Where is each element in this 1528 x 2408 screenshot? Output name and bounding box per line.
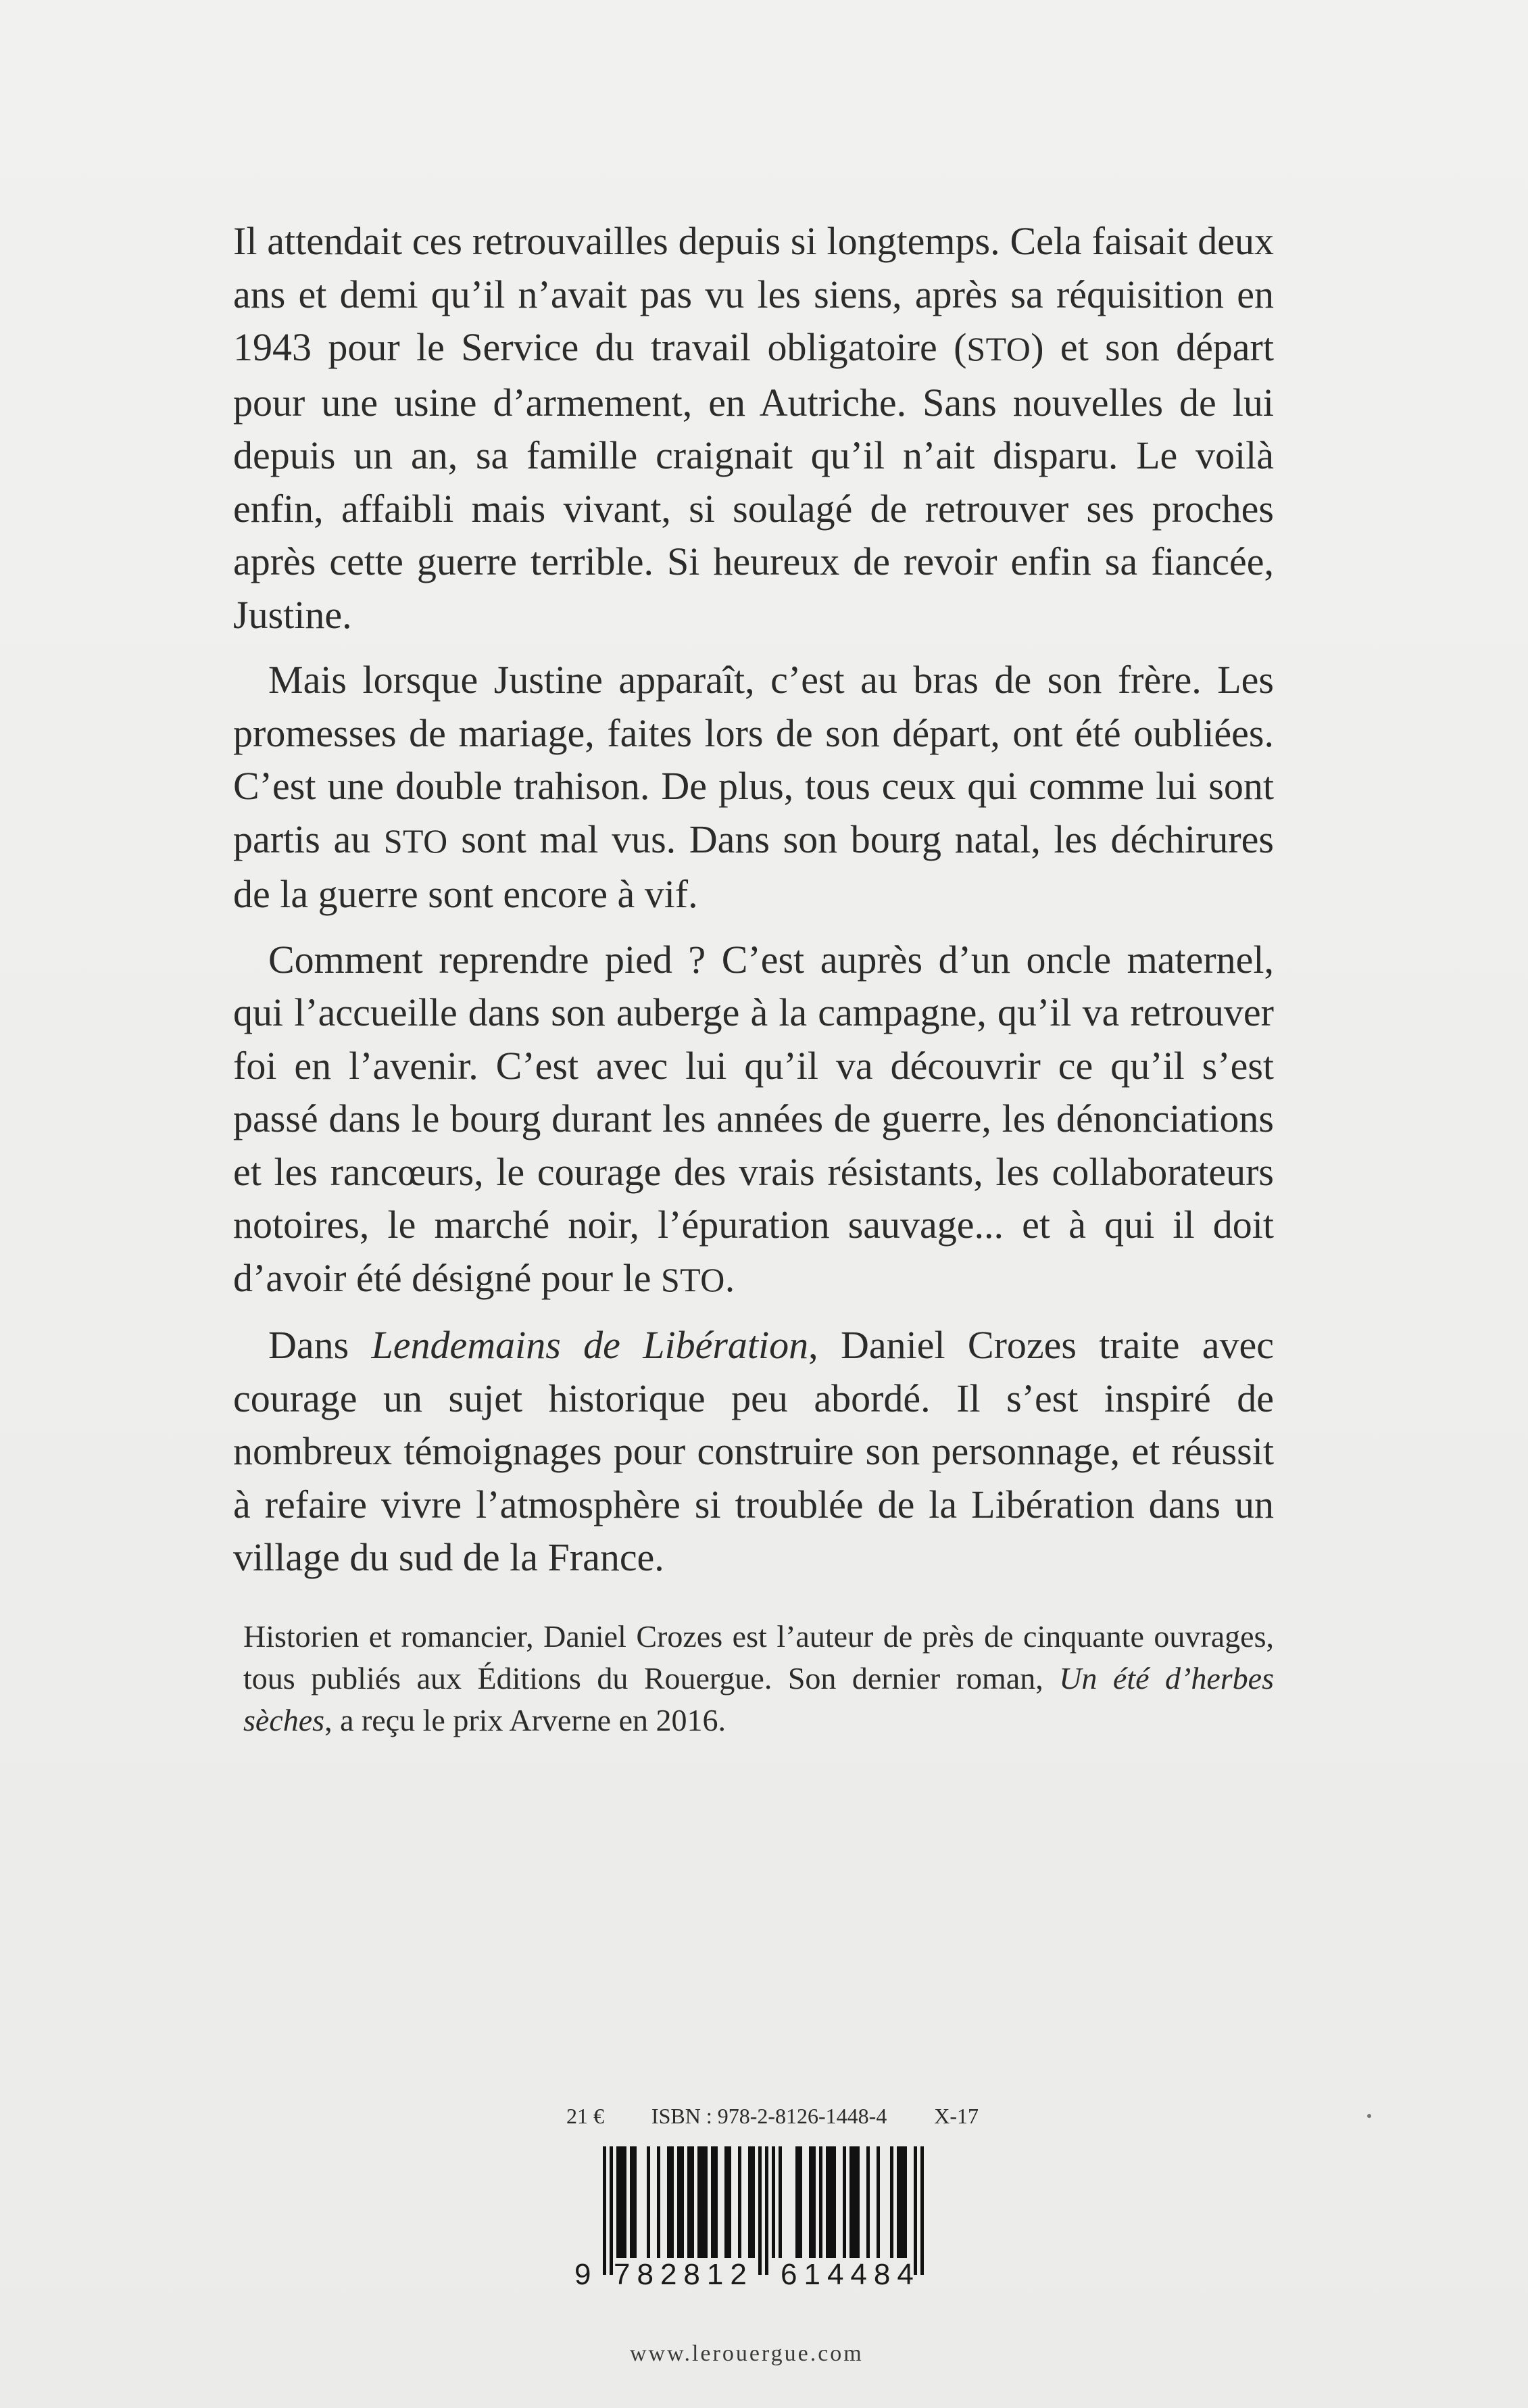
author-bio-paragraph <box>243 1616 1274 1741</box>
barcode-bar <box>866 2146 870 2258</box>
barcode-bar <box>667 2146 670 2258</box>
blurb-text <box>233 215 1274 1585</box>
barcode-bar <box>914 2146 917 2275</box>
barcode-group-2: 614484 <box>781 2258 920 2291</box>
barcode-bar <box>890 2146 893 2258</box>
barcode-bar <box>670 2146 674 2258</box>
barcode-bar <box>765 2146 768 2275</box>
catalog-code: X-17 <box>934 2104 979 2128</box>
barcode-bar <box>819 2146 822 2258</box>
barcode-bar <box>657 2146 660 2258</box>
barcode-bar <box>681 2146 684 2258</box>
book-title: Lendemains de Libération <box>371 1323 809 1367</box>
barcode-bar <box>633 2146 637 2258</box>
blurb-paragraph-1: Il attendait ces retrouvailles depuis si longtemps. Cela faisait deux ans et demi qu’il n’avait pas vu les siens, après sa réquisition en 1943 pour le Service du travail obligatoire (STO) et son départ pour une usine d’armement, en Autriche. Sans nouvelles de lui depuis un an, sa famille craignait qu’il n’ait disparu. Le voilà enfin, affaibli mais vivant, si soulagé de retrouver ses proches après cette guerre terrible. Si heureux de revoir enfin sa fiancée, Justine. <box>233 219 1274 637</box>
barcode-bar <box>610 2146 613 2275</box>
blurb-paragraph-2: Mais lorsque Justine apparaît, c’est au bras de son frère. Les promesses de mariage, faites lors de son départ, ont été oubliées. C’est une double trahison. De plus, tous ceux qui comme lui sont partis au STO sont mal vus. Dans son bourg natal, les déchirures de la guerre sont encore à vif. <box>233 658 1274 916</box>
price-isbn-line <box>566 2104 979 2129</box>
barcode-bar <box>833 2146 836 2258</box>
barcode-bar <box>623 2146 626 2258</box>
barcode-bar <box>758 2146 762 2275</box>
barcode-bar <box>691 2146 694 2258</box>
barcode-bar <box>728 2146 731 2258</box>
bio-rest: , a reçu le prix Arverne en 2016. <box>324 1703 726 1737</box>
blurb-paragraph-3: Comment reprendre pied ? C’est auprès d’un oncle maternel, qui l’accueille dans son auberge à la campagne, qu’il va retrouver foi en l’avenir. C’est avec lui qu’il va découvrir ce qu’il s’est passé dans le bourg durant les années de guerre, les dénonciations et les rancœurs, le courage des vrais résistants, les collaborateurs notoires, le marché noir, l’épuration sauvage... et à qui il doit d’avoir été désigné pour le STO. <box>233 937 1274 1300</box>
barcode-bar <box>751 2146 755 2258</box>
barcode-bar <box>856 2146 860 2258</box>
speck-mark <box>1367 2114 1371 2118</box>
author-bio <box>243 1616 1274 1741</box>
barcode-bar <box>630 2146 633 2258</box>
barcode-bar <box>687 2146 691 2258</box>
barcode-bar <box>603 2146 606 2275</box>
barcode-bar <box>772 2146 775 2258</box>
barcode-bar <box>677 2146 681 2258</box>
barcode-bar <box>795 2146 799 2258</box>
isbn: ISBN : 978-2-8126-1448-4 <box>651 2104 887 2128</box>
barcode-bar <box>843 2146 846 2258</box>
blurb-p4-lead: Dans <box>268 1323 372 1367</box>
barcode-bar <box>711 2146 714 2258</box>
barcode-first-digit: 9 <box>574 2258 598 2291</box>
barcode-bar <box>748 2146 751 2258</box>
barcode-bar <box>738 2146 741 2258</box>
blurb-paragraph-4 <box>233 1319 1274 1585</box>
barcode-bar <box>897 2146 900 2258</box>
barcode-bar <box>853 2146 856 2258</box>
barcode-bar <box>799 2146 802 2258</box>
barcode-bar <box>900 2146 904 2258</box>
barcode-bar <box>616 2146 620 2258</box>
barcode-bar <box>849 2146 853 2258</box>
barcode-bar <box>647 2146 650 2258</box>
barcode-bar <box>829 2146 833 2258</box>
barcode-bar <box>779 2146 782 2258</box>
price: 21 € <box>566 2104 604 2128</box>
bio-lead: Historien et romancier, Daniel Crozes est l’auteur de près de cinquante ouvrages, tous publiés aux Éditions du Rouergue. Son dernier roman, <box>243 1619 1274 1695</box>
barcode-bar <box>904 2146 907 2258</box>
barcode-bar <box>620 2146 623 2258</box>
barcode-bar <box>920 2146 924 2275</box>
barcode-bar <box>724 2146 728 2258</box>
barcode-bar <box>877 2146 880 2258</box>
barcode-bar <box>714 2146 718 2258</box>
barcode-bar <box>704 2146 708 2258</box>
barcode-bar <box>826 2146 829 2258</box>
publisher-website: www.lerouergue.com <box>630 2341 864 2366</box>
blurb-p4-rest: , Daniel Crozes traite avec courage un sujet historique peu abordé. Il s’est inspiré de nombreux témoignages pour construire son personnage, et réussit à refaire vivre l’atmosphère si troublée de la Libération dans un village du sud de la France. <box>233 1323 1274 1579</box>
barcode-bar <box>701 2146 704 2258</box>
barcode-bar <box>697 2146 701 2258</box>
barcode-bar <box>809 2146 812 2258</box>
barcode-group-1: 782812 <box>614 2258 754 2291</box>
barcode-bar <box>812 2146 816 2258</box>
previous-novel-title: Un été d’herbes sèches <box>243 1661 1274 1737</box>
